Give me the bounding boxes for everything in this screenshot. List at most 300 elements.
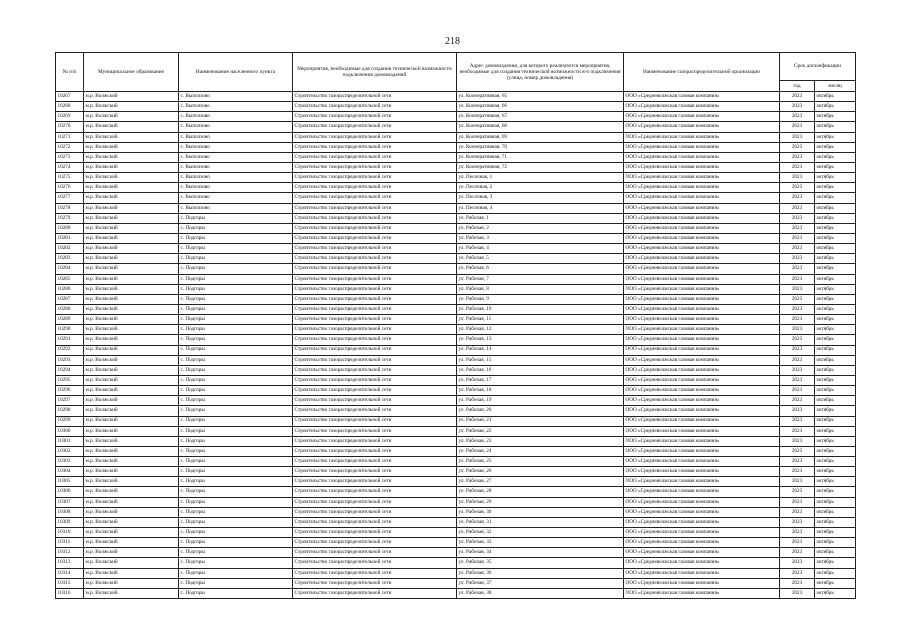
address-cell: ул. Кооперативная, 66 [457, 102, 624, 112]
municipality-cell: м.р. Волжский [84, 132, 179, 142]
header-municipality: Муниципальное образование [84, 53, 179, 92]
settlement-cell: с. Выползово [179, 92, 293, 102]
measure-cell: Строительство газораспределительной сети [293, 284, 457, 294]
org-cell: ООО «Средневолжская газовая компания» [624, 173, 780, 183]
year-cell: 2023 [780, 132, 815, 142]
year-cell: 2023 [780, 112, 815, 122]
settlement-cell: с. Подгоры [179, 406, 293, 416]
address-cell: ул. Рабочая, 23 [457, 436, 624, 446]
address-cell: ул. Песочная, 4 [457, 203, 624, 213]
measure-cell: Строительство газораспределительной сети [293, 588, 457, 598]
address-cell: ул. Кооперативная, 68 [457, 122, 624, 132]
measure-cell: Строительство газораспределительной сети [293, 132, 457, 142]
month-cell: октябрь [815, 284, 856, 294]
table-row [56, 315, 856, 325]
municipality-cell: м.р. Волжский [84, 406, 179, 416]
month-cell: октябрь [815, 254, 856, 264]
table-row [56, 183, 856, 193]
row-number: 10276 [56, 183, 84, 193]
month-cell: октябрь [815, 517, 856, 527]
measure-cell: Строительство газораспределительной сети [293, 426, 457, 436]
address-cell: ул. Кооперативная, 70 [457, 142, 624, 152]
month-cell: октябрь [815, 122, 856, 132]
month-cell: октябрь [815, 335, 856, 345]
measure-cell: Строительство газораспределительной сети [293, 406, 457, 416]
address-cell: ул. Рабочая, 18 [457, 386, 624, 396]
year-cell: 2023 [780, 315, 815, 325]
year-cell: 2023 [780, 284, 815, 294]
org-cell: ООО «Средневолжская газовая компания» [624, 102, 780, 112]
measure-cell: Строительство газораспределительной сети [293, 102, 457, 112]
settlement-cell: с. Подгоры [179, 304, 293, 314]
measure-cell: Строительство газораспределительной сети [293, 223, 457, 233]
org-cell: ООО «Средневолжская газовая компания» [624, 284, 780, 294]
municipality-cell: м.р. Волжский [84, 558, 179, 568]
measure-cell: Строительство газораспределительной сети [293, 274, 457, 284]
month-cell: октябрь [815, 345, 856, 355]
settlement-cell: с. Подгоры [179, 335, 293, 345]
settlement-cell: с. Подгоры [179, 223, 293, 233]
year-cell: 2023 [780, 142, 815, 152]
table-row [56, 92, 856, 102]
month-cell: октябрь [815, 487, 856, 497]
year-cell: 2023 [780, 183, 815, 193]
address-cell: ул. Рабочая, 26 [457, 467, 624, 477]
year-cell: 2023 [780, 507, 815, 517]
org-cell: ООО «Средневолжская газовая компания» [624, 183, 780, 193]
address-cell: ул. Кооперативная, 72 [457, 162, 624, 172]
year-cell: 2023 [780, 304, 815, 314]
settlement-cell: с. Подгоры [179, 365, 293, 375]
municipality-cell: м.р. Волжский [84, 477, 179, 487]
table-row [56, 203, 856, 213]
settlement-cell: с. Подгоры [179, 507, 293, 517]
org-cell: ООО «Средневолжская газовая компания» [624, 254, 780, 264]
municipality-cell: м.р. Волжский [84, 152, 179, 162]
row-number: 10307 [56, 497, 84, 507]
table-row [56, 132, 856, 142]
municipality-cell: м.р. Волжский [84, 244, 179, 254]
table-row [56, 193, 856, 203]
municipality-cell: м.р. Волжский [84, 436, 179, 446]
address-cell: ул. Песочная, 1 [457, 173, 624, 183]
table-row [56, 162, 856, 172]
address-cell: ул. Рабочая, 14 [457, 345, 624, 355]
org-cell: ООО «Средневолжская газовая компания» [624, 315, 780, 325]
month-cell: октябрь [815, 396, 856, 406]
settlement-cell: с. Выползово [179, 203, 293, 213]
page-number: 218 [445, 36, 460, 47]
table-row [56, 345, 856, 355]
address-cell: ул. Рабочая, 33 [457, 538, 624, 548]
settlement-cell: с. Подгоры [179, 345, 293, 355]
settlement-cell: с. Подгоры [179, 213, 293, 223]
settlement-cell: с. Подгоры [179, 274, 293, 284]
address-cell: ул. Рабочая, 32 [457, 528, 624, 538]
settlement-cell: с. Подгоры [179, 528, 293, 538]
month-cell: октябрь [815, 507, 856, 517]
settlement-cell: с. Подгоры [179, 487, 293, 497]
address-cell: ул. Рабочая, 8 [457, 284, 624, 294]
org-cell: ООО «Средневолжская газовая компания» [624, 92, 780, 102]
row-number: 10273 [56, 152, 84, 162]
measure-cell: Строительство газораспределительной сети [293, 203, 457, 213]
year-cell: 2023 [780, 558, 815, 568]
address-cell: ул. Кооперативная, 65 [457, 92, 624, 102]
address-cell: ул. Рабочая, 13 [457, 335, 624, 345]
row-number: 10316 [56, 588, 84, 598]
row-number: 10297 [56, 396, 84, 406]
address-cell: ул. Рабочая, 19 [457, 396, 624, 406]
address-cell: ул. Рабочая, 10 [457, 304, 624, 314]
table-row [56, 254, 856, 264]
measure-cell: Строительство газораспределительной сети [293, 487, 457, 497]
month-cell: октябрь [815, 142, 856, 152]
year-cell: 2023 [780, 92, 815, 102]
address-cell: ул. Рабочая, 27 [457, 477, 624, 487]
year-cell: 2023 [780, 264, 815, 274]
measure-cell: Строительство газораспределительной сети [293, 416, 457, 426]
address-cell: ул. Кооперативная, 67 [457, 112, 624, 122]
measure-cell: Строительство газораспределительной сети [293, 304, 457, 314]
org-cell: ООО «Средневолжская газовая компания» [624, 528, 780, 538]
address-cell: ул. Рабочая, 30 [457, 507, 624, 517]
table-body [56, 92, 856, 599]
year-cell: 2023 [780, 162, 815, 172]
table-row [56, 152, 856, 162]
address-cell: ул. Рабочая, 37 [457, 578, 624, 588]
measure-cell: Строительство газораспределительной сети [293, 507, 457, 517]
year-cell: 2023 [780, 538, 815, 548]
org-cell: ООО «Средневолжская газовая компания» [624, 304, 780, 314]
year-cell: 2023 [780, 365, 815, 375]
measure-cell: Строительство газораспределительной сети [293, 335, 457, 345]
year-cell: 2023 [780, 528, 815, 538]
settlement-cell: с. Выползово [179, 112, 293, 122]
month-cell: октябрь [815, 102, 856, 112]
year-cell: 2023 [780, 345, 815, 355]
table-row [56, 558, 856, 568]
month-cell: октябрь [815, 548, 856, 558]
header-org: Наименование газораспределительной организации [624, 53, 780, 92]
municipality-cell: м.р. Волжский [84, 578, 179, 588]
measure-cell: Строительство газораспределительной сети [293, 244, 457, 254]
municipality-cell: м.р. Волжский [84, 325, 179, 335]
municipality-cell: м.р. Волжский [84, 457, 179, 467]
org-cell: ООО «Средневолжская газовая компания» [624, 294, 780, 304]
measure-cell: Строительство газораспределительной сети [293, 528, 457, 538]
settlement-cell: с. Подгоры [179, 436, 293, 446]
measure-cell: Строительство газораспределительной сети [293, 477, 457, 487]
org-cell: ООО «Средневолжская газовая компания» [624, 365, 780, 375]
table-row [56, 578, 856, 588]
table-row [56, 386, 856, 396]
org-cell: ООО «Средневолжская газовая компания» [624, 467, 780, 477]
settlement-cell: с. Подгоры [179, 294, 293, 304]
year-cell: 2023 [780, 274, 815, 284]
table-row [56, 213, 856, 223]
year-cell: 2023 [780, 396, 815, 406]
measure-cell: Строительство газораспределительной сети [293, 325, 457, 335]
measure-cell: Строительство газораспределительной сети [293, 345, 457, 355]
address-cell: ул. Кооперативная, 71 [457, 152, 624, 162]
month-cell: октябрь [815, 233, 856, 243]
year-cell: 2023 [780, 457, 815, 467]
year-cell: 2023 [780, 416, 815, 426]
address-cell: ул. Кооперативная, 69 [457, 132, 624, 142]
measure-cell: Строительство газораспределительной сети [293, 315, 457, 325]
municipality-cell: м.р. Волжский [84, 193, 179, 203]
address-cell: ул. Рабочая, 34 [457, 548, 624, 558]
org-cell: ООО «Средневолжская газовая компания» [624, 477, 780, 487]
year-cell: 2023 [780, 223, 815, 233]
address-cell: ул. Рабочая, 35 [457, 558, 624, 568]
org-cell: ООО «Средневолжская газовая компания» [624, 497, 780, 507]
month-cell: октябрь [815, 203, 856, 213]
row-number: 10290 [56, 325, 84, 335]
table-row [56, 416, 856, 426]
row-number: 10304 [56, 467, 84, 477]
municipality-cell: м.р. Волжский [84, 538, 179, 548]
row-number: 10305 [56, 477, 84, 487]
municipality-cell: м.р. Волжский [84, 142, 179, 152]
settlement-cell: с. Выползово [179, 162, 293, 172]
year-cell: 2023 [780, 213, 815, 223]
settlement-cell: с. Подгоры [179, 497, 293, 507]
row-number: 10284 [56, 264, 84, 274]
settlement-cell: с. Выползово [179, 102, 293, 112]
settlement-cell: с. Выползово [179, 183, 293, 193]
org-cell: ООО «Средневолжская газовая компания» [624, 152, 780, 162]
year-cell: 2023 [780, 244, 815, 254]
row-number: 10277 [56, 193, 84, 203]
year-cell: 2023 [780, 548, 815, 558]
measure-cell: Строительство газораспределительной сети [293, 122, 457, 132]
address-cell: ул. Рабочая, 28 [457, 487, 624, 497]
address-cell: ул. Рабочая, 38 [457, 588, 624, 598]
month-cell: октябрь [815, 406, 856, 416]
row-number: 10275 [56, 173, 84, 183]
year-cell: 2023 [780, 568, 815, 578]
measure-cell: Строительство газораспределительной сети [293, 375, 457, 385]
municipality-cell: м.р. Волжский [84, 304, 179, 314]
address-cell: ул. Рабочая, 4 [457, 244, 624, 254]
measure-cell: Строительство газораспределительной сети [293, 558, 457, 568]
org-cell: ООО «Средневолжская газовая компания» [624, 335, 780, 345]
month-cell: октябрь [815, 467, 856, 477]
row-number: 10314 [56, 568, 84, 578]
org-cell: ООО «Средневолжская газовая компания» [624, 487, 780, 497]
settlement-cell: с. Подгоры [179, 325, 293, 335]
row-number: 10302 [56, 446, 84, 456]
settlement-cell: с. Подгоры [179, 396, 293, 406]
month-cell: октябрь [815, 477, 856, 487]
row-number: 10288 [56, 304, 84, 314]
table-row [56, 426, 856, 436]
settlement-cell: с. Подгоры [179, 386, 293, 396]
org-cell: ООО «Средневолжская газовая компания» [624, 538, 780, 548]
settlement-cell: с. Подгоры [179, 355, 293, 365]
year-cell: 2023 [780, 233, 815, 243]
row-number: 10295 [56, 375, 84, 385]
settlement-cell: с. Подгоры [179, 457, 293, 467]
table-row [56, 223, 856, 233]
month-cell: октябрь [815, 538, 856, 548]
month-cell: октябрь [815, 426, 856, 436]
address-cell: ул. Рабочая, 12 [457, 325, 624, 335]
municipality-cell: м.р. Волжский [84, 355, 179, 365]
table-row [56, 375, 856, 385]
measure-cell: Строительство газораспределительной сети [293, 365, 457, 375]
row-number: 10311 [56, 538, 84, 548]
year-cell: 2023 [780, 497, 815, 507]
settlement-cell: с. Подгоры [179, 578, 293, 588]
org-cell: ООО «Средневолжская газовая компания» [624, 213, 780, 223]
municipality-cell: м.р. Волжский [84, 375, 179, 385]
settlement-cell: с. Подгоры [179, 416, 293, 426]
org-cell: ООО «Средневолжская газовая компания» [624, 517, 780, 527]
address-cell: ул. Рабочая, 24 [457, 446, 624, 456]
table-row [56, 142, 856, 152]
row-number: 10298 [56, 406, 84, 416]
year-cell: 2023 [780, 152, 815, 162]
gasification-table [55, 52, 856, 599]
municipality-cell: м.р. Волжский [84, 213, 179, 223]
table-row [56, 274, 856, 284]
row-number: 10303 [56, 457, 84, 467]
year-cell: 2023 [780, 254, 815, 264]
month-cell: октябрь [815, 244, 856, 254]
row-number: 10289 [56, 315, 84, 325]
municipality-cell: м.р. Волжский [84, 416, 179, 426]
municipality-cell: м.р. Волжский [84, 203, 179, 213]
address-cell: ул. Рабочая, 22 [457, 426, 624, 436]
municipality-cell: м.р. Волжский [84, 223, 179, 233]
municipality-cell: м.р. Волжский [84, 264, 179, 274]
month-cell: октябрь [815, 173, 856, 183]
municipality-cell: м.р. Волжский [84, 568, 179, 578]
measure-cell: Строительство газораспределительной сети [293, 193, 457, 203]
month-cell: октябрь [815, 457, 856, 467]
row-number: 10315 [56, 578, 84, 588]
settlement-cell: с. Подгоры [179, 558, 293, 568]
settlement-cell: с. Подгоры [179, 446, 293, 456]
row-number: 10292 [56, 345, 84, 355]
org-cell: ООО «Средневолжская газовая компания» [624, 345, 780, 355]
municipality-cell: м.р. Волжский [84, 426, 179, 436]
org-cell: ООО «Средневолжская газовая компания» [624, 162, 780, 172]
table-row [56, 487, 856, 497]
municipality-cell: м.р. Волжский [84, 122, 179, 132]
year-cell: 2023 [780, 375, 815, 385]
settlement-cell: с. Подгоры [179, 568, 293, 578]
settlement-cell: с. Выползово [179, 193, 293, 203]
settlement-cell: с. Подгоры [179, 233, 293, 243]
table-row [56, 446, 856, 456]
measure-cell: Строительство газораспределительной сети [293, 254, 457, 264]
year-cell: 2023 [780, 467, 815, 477]
row-number: 10291 [56, 335, 84, 345]
table-row [56, 568, 856, 578]
address-cell: ул. Рабочая, 6 [457, 264, 624, 274]
month-cell: октябрь [815, 193, 856, 203]
settlement-cell: с. Подгоры [179, 254, 293, 264]
measure-cell: Строительство газораспределительной сети [293, 162, 457, 172]
address-cell: ул. Рабочая, 29 [457, 497, 624, 507]
row-number: 10268 [56, 102, 84, 112]
municipality-cell: м.р. Волжский [84, 173, 179, 183]
month-cell: октябрь [815, 132, 856, 142]
measure-cell: Строительство газораспределительной сети [293, 396, 457, 406]
municipality-cell: м.р. Волжский [84, 517, 179, 527]
table-row [56, 304, 856, 314]
year-cell: 2023 [780, 578, 815, 588]
header-address: Адрес домовладения, для которого реализуются мероприятия, необходимые для создания технической возможности его подключения (улица, номер домовладения) [457, 53, 624, 92]
measure-cell: Строительство газораспределительной сети [293, 568, 457, 578]
measure-cell: Строительство газораспределительной сети [293, 457, 457, 467]
org-cell: ООО «Средневолжская газовая компания» [624, 548, 780, 558]
address-cell: ул. Рабочая, 17 [457, 375, 624, 385]
municipality-cell: м.р. Волжский [84, 254, 179, 264]
org-cell: ООО «Средневолжская газовая компания» [624, 142, 780, 152]
address-cell: ул. Рабочая, 16 [457, 365, 624, 375]
month-cell: октябрь [815, 365, 856, 375]
header-num: № п/п [56, 53, 84, 92]
address-cell: ул. Рабочая, 9 [457, 294, 624, 304]
org-cell: ООО «Средневолжская газовая компания» [624, 223, 780, 233]
month-cell: октябрь [815, 294, 856, 304]
row-number: 10269 [56, 112, 84, 122]
settlement-cell: с. Подгоры [179, 588, 293, 598]
row-number: 10267 [56, 92, 84, 102]
year-cell: 2023 [780, 173, 815, 183]
address-cell: ул. Рабочая, 15 [457, 355, 624, 365]
year-cell: 2023 [780, 355, 815, 365]
row-number: 10310 [56, 528, 84, 538]
municipality-cell: м.р. Волжский [84, 284, 179, 294]
header-settlement: Наименование населенного пункта [179, 53, 293, 92]
measure-cell: Строительство газораспределительной сети [293, 548, 457, 558]
table-row [56, 406, 856, 416]
settlement-cell: с. Подгоры [179, 548, 293, 558]
month-cell: октябрь [815, 446, 856, 456]
org-cell: ООО «Средневолжская газовая компания» [624, 325, 780, 335]
row-number: 10282 [56, 244, 84, 254]
org-cell: ООО «Средневолжская газовая компания» [624, 274, 780, 284]
address-cell: ул. Песочная, 3 [457, 193, 624, 203]
municipality-cell: м.р. Волжский [84, 294, 179, 304]
municipality-cell: м.р. Волжский [84, 92, 179, 102]
table-row [56, 528, 856, 538]
municipality-cell: м.р. Волжский [84, 528, 179, 538]
row-number: 10296 [56, 386, 84, 396]
municipality-cell: м.р. Волжский [84, 335, 179, 345]
org-cell: ООО «Средневолжская газовая компания» [624, 112, 780, 122]
month-cell: октябрь [815, 274, 856, 284]
year-cell: 2023 [780, 203, 815, 213]
address-cell: ул. Рабочая, 36 [457, 568, 624, 578]
org-cell: ООО «Средневолжская газовая компания» [624, 386, 780, 396]
row-number: 10313 [56, 558, 84, 568]
month-cell: октябрь [815, 568, 856, 578]
municipality-cell: м.р. Волжский [84, 233, 179, 243]
settlement-cell: с. Подгоры [179, 467, 293, 477]
month-cell: октябрь [815, 152, 856, 162]
row-number: 10283 [56, 254, 84, 264]
table-row [56, 497, 856, 507]
year-cell: 2023 [780, 325, 815, 335]
month-cell: октябрь [815, 304, 856, 314]
